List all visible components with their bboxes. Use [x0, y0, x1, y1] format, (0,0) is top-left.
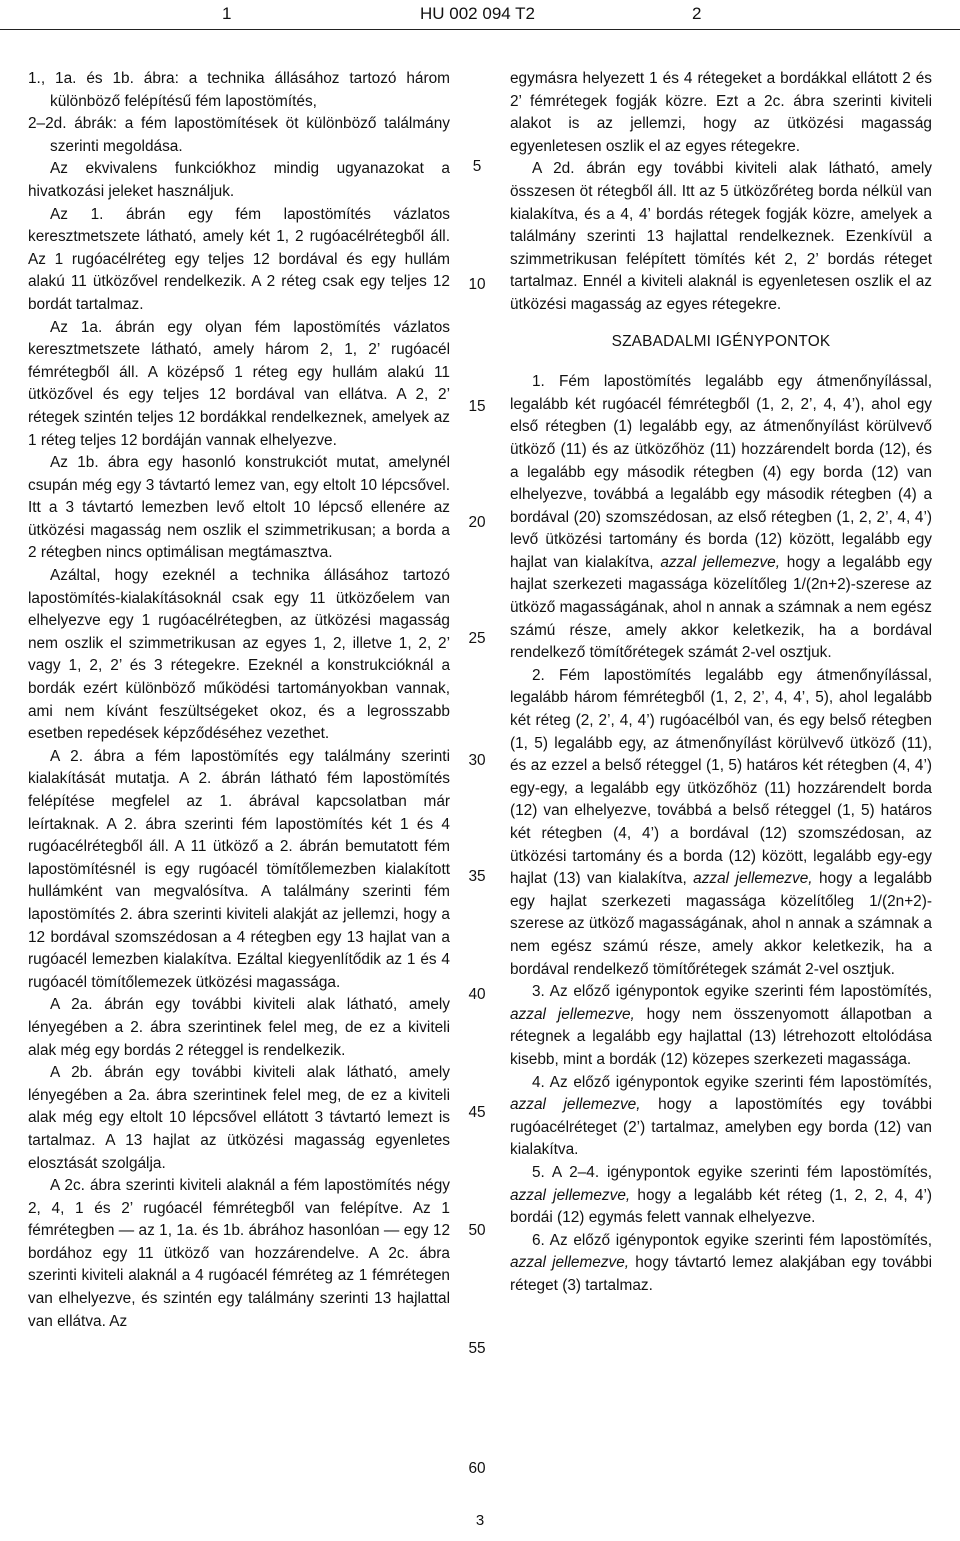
left-page-number: 1 — [222, 4, 232, 23]
header-rule — [0, 29, 960, 30]
left-column — [28, 68, 450, 1333]
line-number: 35 — [468, 868, 486, 885]
right-page-number: 2 — [692, 4, 702, 23]
paragraph: Azáltal, hogy ezeknél a technika állásához tartozó lapostömítés-kialakításoknál csak egy 11 ütközőelem van elhelyezve egy 1 rugóacélrétegben, az ütközési magasság nem oszlik el szimmetrikusan az egyes 1, 2, illetve 1, 2, 2’ vagy 1, 2, 2’ és 3 rétegekre. Ezeknél a konstrukcióknál a bordák ezért különböző működési tartományokban vannak, ami nem kívánt feszültségeket okoz, és a legrosszabb esetben repedések képződéséhez vezethet. — [28, 567, 450, 743]
line-number: 45 — [468, 1104, 486, 1121]
line-number: 40 — [468, 986, 486, 1003]
paragraph: egymásra helyezett 1 és 4 rétegeket a bordákkal ellátott 2 és 2’ fémrétegek fogják közre. Ezt a 2c. ábra szerinti kiviteli alakot is az jellemzi, hogy az ütközési magasság egyenletesen oszlik el az egyes rétegekre. — [510, 70, 932, 155]
claim: 2. Fém lapostömítés legalább egy átmenőnyílással, legalább három fémrétegből (1, 2, 2’, 4, 4’, 5), ahol legalább két réteg (2, 2’, 4, 4’) rugóacélból van, és egy belső rétegben (1, 5) legalább egy, az átmenőnyílást körülvevő ütköző (11), és az ezzel a belső réteggel (1, 5) határos két rétegben (4, 4’) egy-egy, a legalább egy ütközőhöz (11) hozzárendelt borda (12) van elhelyezve, továbbá a belső réteggel (1, 5) határos két rétegben (4, 4’) a bordával (12) szomszédosan, az ütközési tartomány és a borda (12) között, legalább egy-egy hajlat (13) van kialakítva, azzal jellemezve, hogy a legalább egy hajlat szerkezeti magassága közelítőleg 1/(2n+2)-szerese az ütköző magasságának, ahol n annak a számnak a nem egész számú része, amely akkor keletkezik, ha a bordával rendelkező tömítőrétegek számát 2-vel osztjuk. — [510, 666, 932, 978]
claim: 1. Fém lapostömítés legalább egy átmenőnyílással, legalább két rugóacél fémrétegből (1, 2, 2’, 4, 4’), ahol egy első rétegben (1) legalább egy, az átmenőnyílást körülvevő ütköző (11) és az ütközőhöz (11) hozzárendelt borda (12), és a legalább egy második rétegben (4) egy borda (12) van elhelyezve, továbbá a legalább egy második rétegben (4) a bordával (20) szomszédosan, az első rétegben (1, 2, 2’, 4, 4’) levő ütközési tartomány és borda (12) között, legalább egy hajlat van kialakítva, azzal jellemezve, hogy a legalább egy hajlat szerkezeti magassága közelítőleg 1/(2n+2)-szerese az ütköző magasságának, ahol n annak a számnak a nem egész számú része, amely akkor keletkezik, ha a bordával rendelkező tömítőrétegek számát 2-vel osztjuk. — [510, 373, 932, 662]
paragraph: A 2a. ábrán egy további kiviteli alak látható, amely lényegében a 2. ábra szerintinek felel meg, de ez a kiviteli alak még egy bordás 2 réteggel is rendelkezik. — [28, 996, 450, 1059]
claim: 4. Az előző igénypontok egyike szerinti fém lapostömítés, azzal jellemezve, hogy a lapostömítés egy további rugóacélréteget (2’) tartalmaz, amelyben egy borda (12) van kialakítva. — [510, 1073, 932, 1159]
page-footer-number: 3 — [475, 1512, 485, 1529]
paragraph: A 2d. ábrán egy további kiviteli alak látható, amely összesen öt rétegből áll. Itt az 5 ütközőréteg borda nélkül van kialakítva, és a 4, 4’ bordás rétegek fogják közre, amelyek a találmány szerinti 13 hajlattal rendelkeznek. Ezenkívül a szimmetrikusan felépített tömítés két 2, 2’ bordás réteget tartalmaz. Ennél a kiviteli alaknál is egyenletesen oszlik el az ütközési magasság az egyes rétegekre. — [510, 160, 932, 313]
claim: 5. A 2–4. igénypontok egyike szerinti fém lapostömítés, azzal jellemezve, hogy a legalább két réteg (1, 2, 2, 4, 4’) bordái (12) egymás felett vannak elhelyezve. — [510, 1163, 932, 1227]
page-header — [0, 0, 960, 28]
paragraph: Az 1a. ábrán egy olyan fém lapostömítés vázlatos keresztmetszete látható, amely három 2, 1, 2’ rugóacél fémrétegből áll. A középső 1 réteg egy hullám alakú 11 ütközővel és egy teljes 12 bordával van ellátva. A 2, 2’ rétegek szintén teljes 12 bordákkal rendelkeznek, amelyek az 1 réteg teljes 12 bordáján vannak elhelyezve. — [28, 318, 450, 449]
figure-list-item: 1., 1a. és 1b. ábra: a technika állásához tartozó három különböző felépítésű fém lapostömítés, — [28, 70, 450, 110]
paragraph: A 2. ábra a fém lapostömítés egy találmány szerinti kialakítását mutatja. A 2. ábrán látható fém lapostömítés felépítése megfelel az 1. ábrával kapcsolatban már leírtaknak. A 2. ábra szerinti fém lapostömítés két 1 és 4 rugóacélrétegből áll. A 11 ütköző a 2. ábrán bemutatott fém lapostömítésnél is egy rugóacél tömítőlemezben kialakított hullámként van megvalósítva. A találmány szerinti fém lapostömítés 2. ábra szerinti kiviteli alakját az jellemzi, hogy a 12 bordával szomszédosan a 4 rétegben egy 13 hajlat van a rugóacél lemezben kialakítva. Ezáltal kiegyenlítődik az 1 és 4 rugóacél tömítőlemezek ütközési magassága. — [28, 747, 450, 991]
claim: 6. Az előző igénypontok egyike szerinti fém lapostömítés, azzal jellemezve, hogy távtartó lemez alakjában egy további réteget (3) tartalmaz. — [510, 1231, 932, 1294]
claims-heading: SZABADALMI IGÉNYPONTOK — [611, 332, 831, 350]
line-number: 50 — [468, 1222, 486, 1239]
line-number: 55 — [468, 1340, 486, 1357]
paragraph: A 2b. ábrán egy további kiviteli alak látható, amely lényegében a 2a. ábra szerintinek felel meg, de ez a kiviteli alak még egy eltolt 10 lépcsővel ellátott 3 távtartó lemezt is tartalmaz. A 13 hajlat az ütközési magasság egyenletes elosztását szolgálja. — [28, 1064, 450, 1172]
line-number: 5 — [472, 158, 482, 175]
paragraph: Az 1. ábrán egy fém lapostömítés vázlatos keresztmetszete látható, amely két 1, 2 rugóacélrétegből áll. Az 1 rugóacélréteg egy teljes 12 bordával és egy hullám alakú 11 ütközővel rendelkezik. A 2 réteg csak egy teljes 12 bordát tartalmaz. — [28, 205, 450, 313]
paragraph: A 2c. ábra szerinti kiviteli alaknál a fém lapostömítés négy 2, 4, 1 és 2’ rugóacél fémrétegből van felépítve. Az 1 fémrétegben — az 1, 1a. és 1b. ábrához hasonlóan — egy 12 bordához egy 11 ütköző van hozzárendelve. A 2c. ábra szerinti kiviteli alaknál a 4 rugóacél fémréteg az 1 fémrétegen van elhelyezve, és szintén egy találmány szerinti 13 hajlattal van ellátva. Az — [28, 1177, 450, 1330]
figure-list-item: 2–2d. ábrák: a fém lapostömítések öt különböző találmány szerinti megoldása. — [28, 115, 450, 155]
line-number: 15 — [468, 398, 486, 415]
document-id: HU 002 094 T2 — [420, 4, 535, 23]
right-column — [510, 68, 932, 1297]
line-number: 20 — [468, 514, 486, 531]
line-number: 10 — [468, 276, 486, 293]
line-number: 60 — [468, 1460, 486, 1477]
line-number: 25 — [468, 630, 486, 647]
paragraph: Az ekvivalens funkciókhoz mindig ugyanazokat a hivatkozási jeleket használjuk. — [28, 160, 450, 200]
line-number: 30 — [468, 752, 486, 769]
paragraph: Az 1b. ábra egy hasonló konstrukciót mutat, amelynél csupán még egy 3 távtartó lemez van, egy eltolt 10 lépcsővel. Itt a 3 távtartó lemezben levő eltolt 10 lépcső ellenére az ütközési magasság nem oszlik el szimmetrikusan; a borda a 2 rétegben nincs optimálisan megtámasztva. — [28, 454, 450, 562]
claim: 3. Az előző igénypontok egyike szerinti fém lapostömítés, azzal jellemezve, hogy nem összenyomott állapotban a rétegnek a legalább egy hajlattal (13) létrehozott eltolódása kisebb, mint a bordák (12) közepes szerkezeti magassága. — [510, 983, 932, 1068]
